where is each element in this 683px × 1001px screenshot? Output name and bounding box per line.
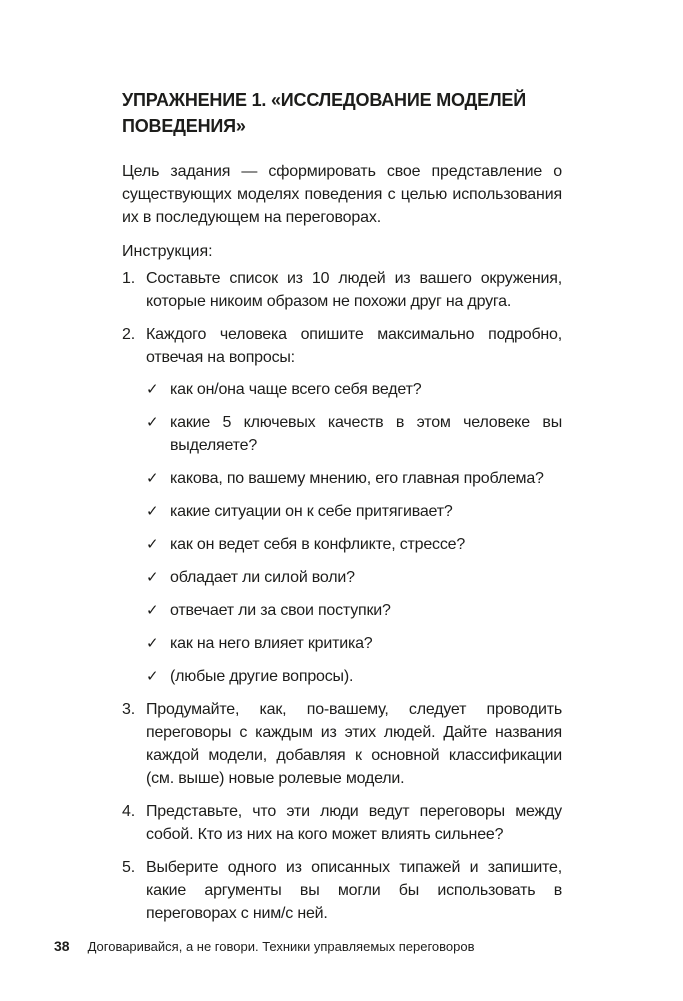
check-icon: ✓ xyxy=(146,535,159,553)
question-text: обладает ли силой воли? xyxy=(170,569,355,586)
check-icon: ✓ xyxy=(146,502,159,520)
question-text: какие 5 ключевых качеств в этом человеке вы выделяете? xyxy=(170,414,562,454)
exercise-section xyxy=(122,87,562,935)
question-text: (любые другие вопросы). xyxy=(170,668,354,685)
exercise-intro: Цель задания — сформировать свое представление о существующих моделях поведения с целью использования их в последующем на переговорах. xyxy=(122,163,562,226)
check-icon: ✓ xyxy=(146,380,159,398)
question-text: как он ведет себя в конфликте, стрессе? xyxy=(170,536,466,553)
check-icon: ✓ xyxy=(146,601,159,619)
step-number: 1. xyxy=(122,270,135,287)
page-footer xyxy=(54,937,634,956)
step-item xyxy=(122,800,562,846)
question-item xyxy=(146,467,562,490)
question-item xyxy=(146,632,562,655)
check-icon: ✓ xyxy=(146,667,159,685)
questions-list xyxy=(146,378,562,688)
question-item xyxy=(146,533,562,556)
check-icon: ✓ xyxy=(146,568,159,586)
check-icon: ✓ xyxy=(146,413,159,431)
step-text: Представьте, что эти люди ведут переговоры между собой. Кто из них на кого может влиять сильнее? xyxy=(146,803,562,843)
step-item xyxy=(122,856,562,925)
question-item xyxy=(146,665,562,688)
question-item xyxy=(146,566,562,589)
question-item xyxy=(146,411,562,457)
question-text: отвечает ли за свои поступки? xyxy=(170,602,391,619)
question-text: какие ситуации он к себе притягивает? xyxy=(170,503,453,520)
page-number: 38 xyxy=(54,938,70,954)
running-title: Договаривайся, а не говори. Техники управляемых переговоров xyxy=(87,939,475,954)
question-text: какова, по вашему мнению, его главная проблема? xyxy=(170,470,544,487)
step-item xyxy=(122,267,562,313)
question-item xyxy=(146,500,562,523)
step-number: 5. xyxy=(122,859,135,876)
step-number: 3. xyxy=(122,701,135,718)
step-text: Каждого человека опишите максимально подробно, отвечая на вопросы: xyxy=(146,326,562,366)
check-icon: ✓ xyxy=(146,469,159,487)
question-item xyxy=(146,378,562,401)
question-text: как на него влияет критика? xyxy=(170,635,373,652)
steps-list xyxy=(122,267,562,925)
question-item xyxy=(146,599,562,622)
check-icon: ✓ xyxy=(146,634,159,652)
step-item xyxy=(122,323,562,688)
instructions-label: Инструкция: xyxy=(122,243,213,260)
step-text: Выберите одного из описанных типажей и запишите, какие аргументы вы могли бы использовать в переговорах с ним/с ней. xyxy=(146,859,562,922)
step-number: 2. xyxy=(122,326,135,343)
step-text: Составьте список из 10 людей из вашего окружения, которые никоим образом не похожи друг на друга. xyxy=(146,270,562,310)
step-text: Продумайте, как, по-вашему, следует проводить переговоры с каждым из этих людей. Дайте названия каждой модели, добавляя к основной классификации (см. выше) новые ролевые модели. xyxy=(146,701,562,787)
question-text: как он/она чаще всего себя ведет? xyxy=(170,381,422,398)
step-number: 4. xyxy=(122,803,135,820)
step-item xyxy=(122,698,562,790)
exercise-title: УПРАЖНЕНИЕ 1. «ИССЛЕДОВАНИЕ МОДЕЛЕЙ ПОВЕДЕНИЯ» xyxy=(122,90,526,136)
